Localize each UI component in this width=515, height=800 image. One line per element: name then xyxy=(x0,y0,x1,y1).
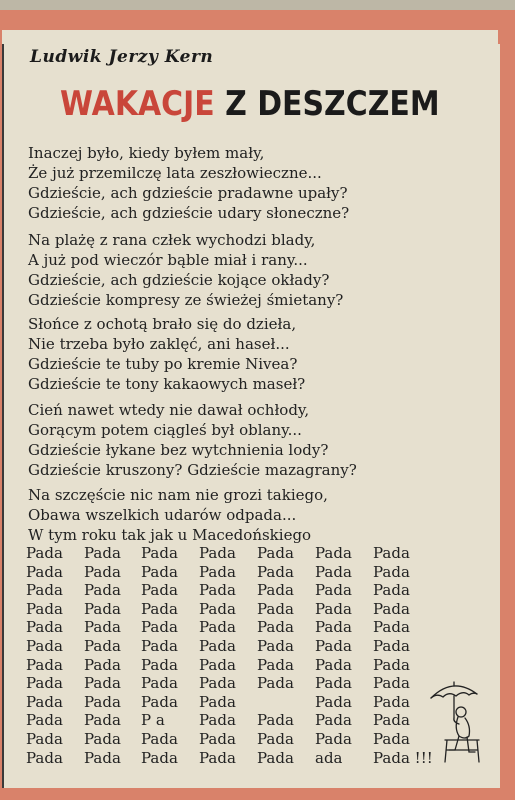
pada-word: Pada xyxy=(84,599,121,618)
pada-word: Pada xyxy=(315,655,352,674)
pada-word: Pada xyxy=(84,711,121,730)
pada-word: Pada xyxy=(315,599,352,618)
pada-word: Pada xyxy=(141,599,178,618)
pada-word: Pada xyxy=(84,636,121,655)
stanza-line: Słońce z ochotą brało się do dzieła, xyxy=(28,315,297,333)
stanza-line: Na plażę z rana człek wychodzi blady, xyxy=(28,231,316,249)
pada-word: Pada xyxy=(26,674,63,693)
pada-word: Pada xyxy=(199,692,236,711)
pada-word: Pada xyxy=(26,748,63,767)
pada-word: Pada xyxy=(373,544,410,562)
pada-word: Pada xyxy=(84,618,121,637)
pada-word: Pada xyxy=(373,636,410,655)
stanza-line: Gdzieście kruszony? Gdzieście mazagrany? xyxy=(28,461,357,479)
pada-word: Pada xyxy=(141,674,178,693)
pada-word: Pada xyxy=(199,581,236,600)
pada-word: Pada xyxy=(257,636,294,655)
pada-word: Pada xyxy=(315,711,352,730)
title-red-word: WAKACJE xyxy=(60,84,215,124)
pada-word: Pada xyxy=(199,711,236,730)
pada-word: Pada xyxy=(315,618,352,637)
pada-word: Pada xyxy=(257,562,294,581)
stanza-5 xyxy=(28,485,328,545)
pada-word: Pada xyxy=(373,581,410,600)
stanza-line: Gdzieście łykane bez wytchnienia lody? xyxy=(28,441,329,459)
pada-word: Pada xyxy=(141,655,178,674)
pada-word: Pada xyxy=(257,581,294,600)
pada-word: Pada xyxy=(199,655,236,674)
pada-word: Pada xyxy=(84,544,121,562)
pada-word: Pada xyxy=(199,599,236,618)
pada-word: Pada xyxy=(26,581,63,600)
stanza-line: Gdzieście, ach gdzieście pradawne upały? xyxy=(28,184,348,202)
author-name: Ludwik Jerzy Kern xyxy=(30,47,214,67)
pada-word: Pada xyxy=(26,599,63,618)
pada-word: Pada !!! xyxy=(373,748,433,767)
pada-word: Pada xyxy=(26,711,63,730)
stanza-line: Gdzieście, ach gdzieście udary słoneczne? xyxy=(28,204,350,222)
pada-word: Pada xyxy=(84,655,121,674)
pada-word: Pada xyxy=(26,636,63,655)
pada-word: Pada xyxy=(26,544,63,562)
bottom-bar xyxy=(0,788,515,800)
pada-word: Pada xyxy=(26,618,63,637)
pada-word: Pada xyxy=(141,729,178,748)
pada-word: Pada xyxy=(373,655,410,674)
pada-word: Pada xyxy=(199,544,236,562)
pada-word: Pada xyxy=(257,655,294,674)
pada-word: P a xyxy=(141,711,165,730)
pada-word: Pada xyxy=(199,562,236,581)
pada-word: Pada xyxy=(199,618,236,637)
pada-word: ada xyxy=(315,748,343,767)
stanza-3 xyxy=(28,314,305,394)
pada-word: Pada xyxy=(84,562,121,581)
pada-word: Pada xyxy=(26,729,63,748)
top-strip xyxy=(0,0,515,10)
pada-word: Pada xyxy=(257,729,294,748)
pada-word: Pada xyxy=(257,618,294,637)
pada-word: Pada xyxy=(257,711,294,730)
pada-word: Pada xyxy=(315,562,352,581)
pada-word: Pada xyxy=(315,674,352,693)
stanza-line: A już pod wieczór bąble miał i rany... xyxy=(28,251,308,269)
pada-word: Pada xyxy=(84,581,121,600)
stanza-line: W tym roku tak jak u Macedońskiego xyxy=(28,526,312,544)
umbrella-man-icon xyxy=(425,678,485,766)
pada-word: Pada xyxy=(373,711,410,730)
pada-word: Pada xyxy=(26,655,63,674)
pada-word: Pada xyxy=(141,636,178,655)
pada-word: Pada xyxy=(199,636,236,655)
pada-word: Pada xyxy=(315,692,352,711)
pada-word: Pada xyxy=(141,692,178,711)
stanza-line: Gdzieście te tony kakaowych maseł? xyxy=(28,375,306,393)
pada-word: Pada xyxy=(373,729,410,748)
stanza-line: Gdzieście, ach gdzieście kojące okłady? xyxy=(28,271,330,289)
pada-word: Pada xyxy=(315,581,352,600)
pada-word: Pada xyxy=(315,729,352,748)
pada-word: Pada xyxy=(257,599,294,618)
stanza-line: Gdzieście te tuby po kremie Nivea? xyxy=(28,355,298,373)
pada-word: Pada xyxy=(373,674,410,693)
stanza-line: Gorącym potem ciągleś był oblany... xyxy=(28,421,302,439)
pada-word: Pada xyxy=(199,729,236,748)
pada-word: Pada xyxy=(141,618,178,637)
stanza-line: Na szczęście nic nam nie grozi takiego, xyxy=(28,486,328,504)
stanza-line: Że już przemilczę lata zeszłowieczne... xyxy=(28,164,322,182)
pada-word: Pada xyxy=(84,674,121,693)
stanza-line: Gdzieście kompresy ze świeżej śmietany? xyxy=(28,291,344,309)
pada-word: Pada xyxy=(373,562,410,581)
pada-word: Pada xyxy=(257,674,294,693)
pada-word: Pada xyxy=(141,562,178,581)
stanza-4 xyxy=(28,400,357,480)
pada-word: Pada xyxy=(84,748,121,767)
title-black-words: Z DESZCZEM xyxy=(225,84,440,124)
pada-word: Pada xyxy=(26,692,63,711)
stanza-line: Inaczej było, kiedy byłem mały, xyxy=(28,144,265,162)
stanza-line: Obawa wszelkich udarów odpada... xyxy=(28,506,297,524)
pada-word: Pada xyxy=(26,562,63,581)
pada-word: Pada xyxy=(315,636,352,655)
pada-word: Pada xyxy=(84,692,121,711)
stanza-line: Cień nawet wtedy nie dawał ochłody, xyxy=(28,401,310,419)
pada-word: Pada xyxy=(141,581,178,600)
pada-word: Pada xyxy=(257,748,294,767)
pada-word: Pada xyxy=(199,748,236,767)
pada-word: Pada xyxy=(373,692,410,711)
stanza-2 xyxy=(28,230,343,310)
pada-word: Pada xyxy=(199,674,236,693)
pada-word: Pada xyxy=(141,544,178,562)
pada-word: Pada xyxy=(84,729,121,748)
pada-word: Pada xyxy=(257,544,294,562)
stanza-line: Nie trzeba było zaklęć, ani haseł... xyxy=(28,335,290,353)
pada-word: Pada xyxy=(141,748,178,767)
pada-word: Pada xyxy=(373,599,410,618)
stanza-1 xyxy=(28,143,349,223)
poem-title xyxy=(60,84,440,124)
pada-word: Pada xyxy=(373,618,410,637)
pada-word: Pada xyxy=(315,544,352,562)
